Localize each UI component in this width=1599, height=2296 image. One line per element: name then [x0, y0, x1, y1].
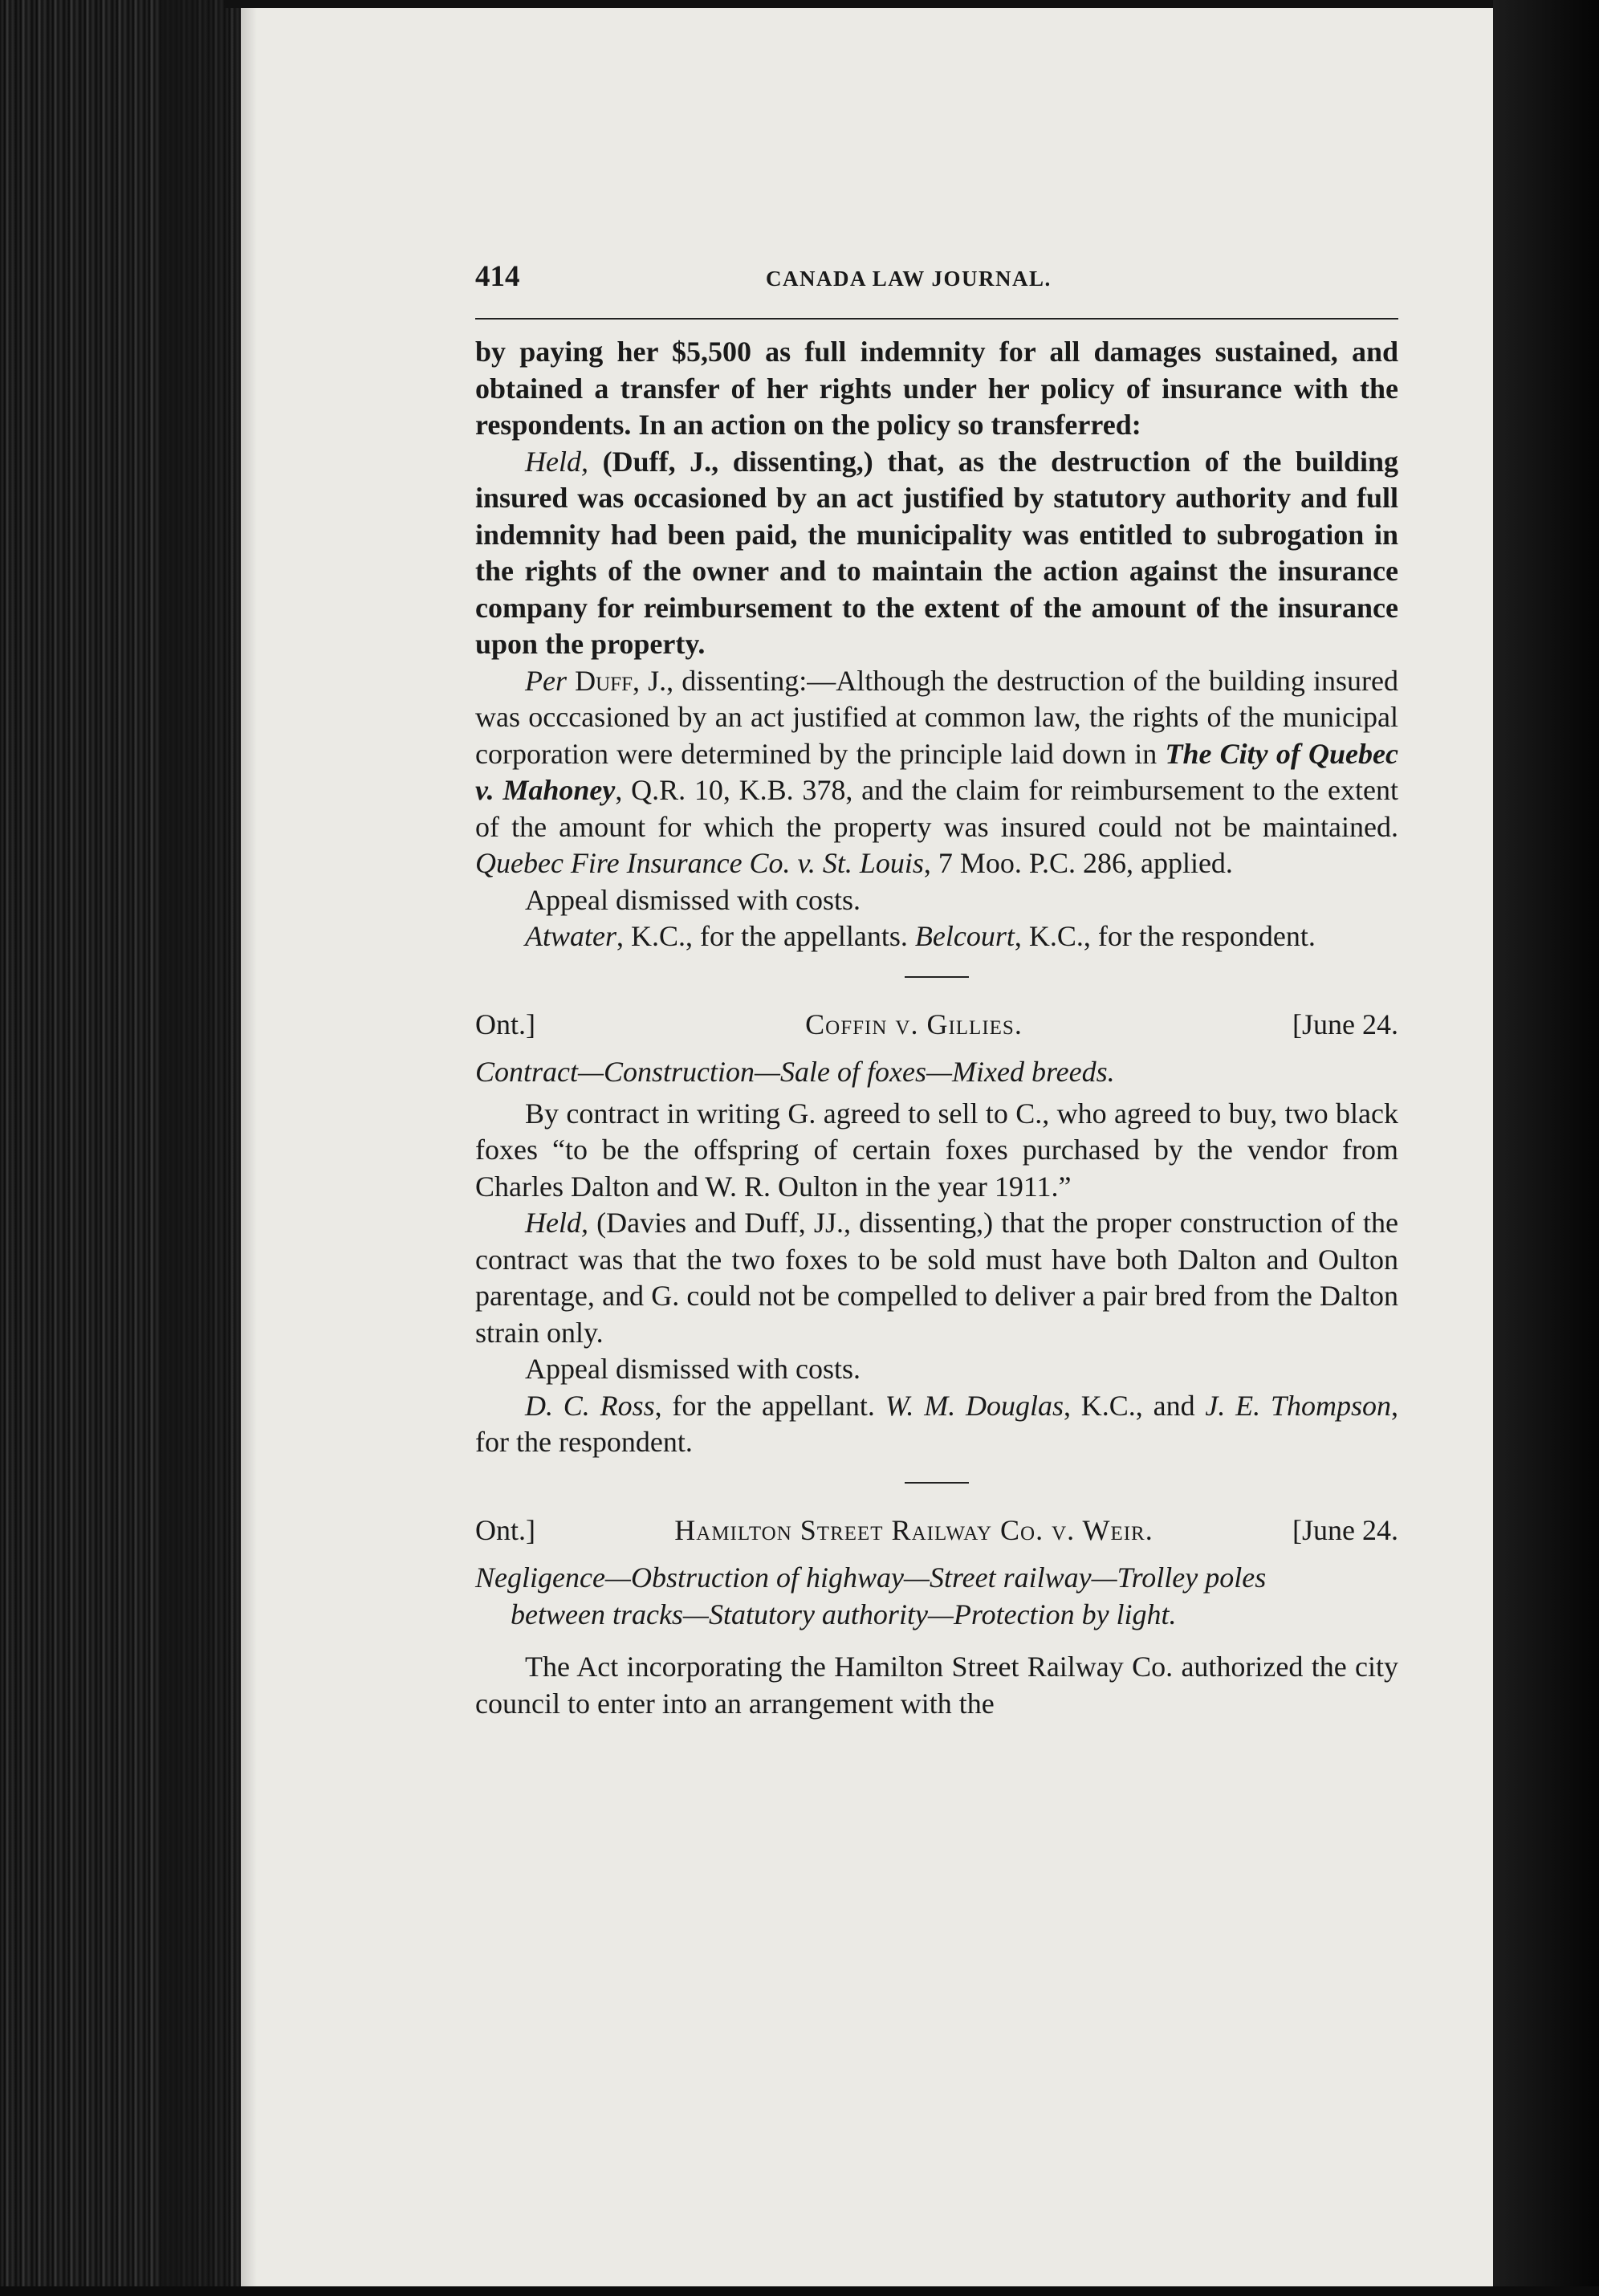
held-text: (Davies and Duff, JJ., dissenting,) that the proper construction of the contract was that the two foxes to be sold must have both Dalton and Oulton parentage, and G. could not be compelled to deliver a pair bred from the Dalton strain only. — [475, 1207, 1398, 1349]
case3-paragraph-1: The Act incorporating the Hamilton Street Railway Co. authorized the city council to enter into an arrangement with the — [475, 1651, 1398, 1720]
case1-paragraph-1: by paying her $5,500 as full indemnity for all damages sustained, and obtained a transfer of her rights under her policy of insurance with the respondents. In an action on the policy so transferred: — [475, 336, 1398, 441]
case-title: Coffin v. Gillies. — [805, 1008, 1023, 1040]
scan-top-edge — [225, 0, 1493, 8]
scan-bottom-edge — [0, 2286, 1599, 2296]
cited-case-2: Quebec Fire Insurance Co. v. St. Louis — [475, 847, 924, 879]
case1-counsel — [475, 918, 1398, 955]
cited-case-1: The City of Quebec v. Mahoney — [475, 737, 1398, 806]
case1-disposition: Appeal dismissed with costs. — [525, 883, 861, 916]
case2-disposition: Appeal dismissed with costs. — [525, 1353, 861, 1385]
counsel-name: J. E. Thompson — [1205, 1389, 1391, 1422]
case3-headnote — [475, 1560, 1398, 1633]
case-date: [June 24. — [1292, 1008, 1398, 1040]
header-rule — [475, 318, 1398, 320]
held-text: (Duff, J., dissenting,) that, as the destruction of the building insured was occasioned by an act justified by statutory authority and full indemnity had been paid, the municipality was entitled to subrogation in the rights of the owner and to maintain the action against the insurance company for reimbursement to the extent of the amount of the insurance upon the property. — [475, 445, 1398, 660]
running-title: CANADA LAW JOURNAL. — [766, 267, 1052, 291]
case2-held — [475, 1205, 1398, 1351]
page-number: 414 — [475, 260, 520, 293]
case2-heading — [475, 1007, 1398, 1044]
case1-held — [475, 444, 1398, 663]
scan-binding-shadow — [161, 0, 257, 2296]
case2-paragraph-1: By contract in writing G. agreed to sell to C., who agreed to buy, two black foxes “to be the offspring of certain foxes purchased by the vendor from Charles Dalton and W. R. Oulton in the year 1911.” — [475, 1097, 1398, 1203]
per-judge: Duff — [575, 664, 633, 697]
counsel-name: Atwater — [525, 920, 616, 952]
case1-dissent — [475, 663, 1398, 882]
dissent-text-b: , Q.R. 10, K.B. 378, and the claim for reimbursement to the extent of the amount for which the property was insured could not be maintained. — [475, 774, 1398, 843]
dissent-text-c: , 7 Moo. P.C. 286, applied. — [923, 847, 1233, 879]
section-separator — [905, 976, 969, 978]
counsel-name: Belcourt — [914, 920, 1015, 952]
headnote-line-1: Negligence—Obstruction of highway—Street railway—Trolley poles — [475, 1561, 1267, 1594]
counsel-text: , for the appellant. — [654, 1389, 885, 1422]
court-label: Ont.] — [475, 1008, 535, 1040]
counsel-name: W. M. Douglas — [885, 1389, 1064, 1422]
counsel-text: , K.C., for the respondent. — [1014, 920, 1316, 952]
case2-counsel — [475, 1388, 1398, 1461]
counsel-text: , K.C., and — [1064, 1389, 1206, 1422]
counsel-name: D. C. Ross — [525, 1389, 655, 1422]
held-label: Held, — [525, 1207, 588, 1239]
case3-heading — [475, 1512, 1398, 1549]
counsel-text: , for the respondent. — [475, 1389, 1398, 1458]
case-date: [June 24. — [1292, 1513, 1398, 1546]
case2-headnote: Contract—Construction—Sale of foxes—Mixed breeds. — [475, 1056, 1115, 1088]
section-separator — [905, 1482, 969, 1484]
spacer — [475, 1638, 1398, 1649]
dissent-text-a: , J., dissenting:—Although the destruction of the building insured was occcasioned by an act justified at common law, the rights of the municipal corporation were determined by the principle laid down in — [475, 664, 1398, 770]
journal-page — [475, 259, 1398, 1722]
per-label: Per — [525, 664, 567, 697]
page-header — [475, 259, 1398, 295]
held-label: Held, — [525, 445, 588, 478]
headnote-line-2: between tracks—Statutory authority—Protection by light. — [511, 1598, 1177, 1630]
scan-right-edge — [1493, 0, 1599, 2296]
court-label: Ont.] — [475, 1513, 535, 1546]
case-title: Hamilton Street Railway Co. v. Weir. — [674, 1513, 1153, 1546]
counsel-text: , K.C., for the appellants. — [616, 920, 915, 952]
